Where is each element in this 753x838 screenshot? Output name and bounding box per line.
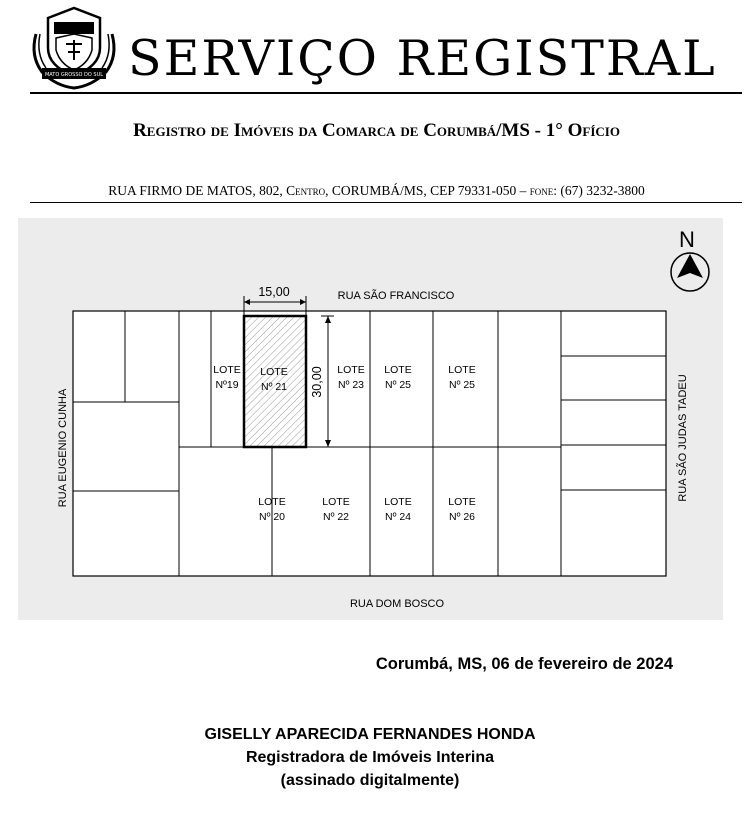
street-left-label: RUA EUGENIO CUNHA xyxy=(57,388,69,508)
svg-text:LOTE: LOTE xyxy=(260,366,288,378)
brand-title: SERVIÇO REGISTRAL xyxy=(128,30,717,87)
svg-text:Nº 24: Nº 24 xyxy=(384,511,412,523)
signer-name: GISELLY APARECIDA FERNANDES HONDA xyxy=(204,726,536,743)
svg-text:15,00: 15,00 xyxy=(258,285,290,299)
svg-text:LOTE: LOTE xyxy=(258,496,286,508)
svg-text:MATO GROSSO DO SUL: MATO GROSSO DO SUL xyxy=(44,72,104,78)
svg-text:LOTE: LOTE xyxy=(213,364,241,376)
svg-text:LOTE: LOTE xyxy=(448,364,476,376)
office-address: RUA FIRMO DE MATOS, 802, Centro, CORUMBÁ/MS, CEP 79331-050 – fone: (67) 3232-3800 xyxy=(108,183,645,198)
coat-of-arms-logo xyxy=(28,4,120,90)
street-top-label: RUA SÃO FRANCISCO xyxy=(337,290,455,302)
address-rule xyxy=(30,202,742,203)
signer-role: Registradora de Imóveis Interina xyxy=(245,749,495,766)
svg-text:LOTE: LOTE xyxy=(322,496,350,508)
office-subtitle: Registro de Imóveis da Comarca de Corumbá/MS - 1° Ofício xyxy=(133,120,620,141)
svg-text:LOTE: LOTE xyxy=(337,364,365,376)
svg-text:LOTE: LOTE xyxy=(384,496,412,508)
svg-text:Nº 22: Nº 22 xyxy=(322,511,350,523)
street-right-label: RUA SÃO JUDAS TADEU xyxy=(677,374,689,502)
svg-text:30,00: 30,00 xyxy=(310,366,324,398)
header-rule xyxy=(30,92,742,94)
svg-text:Nº 25: Nº 25 xyxy=(448,379,476,391)
svg-text:Nº 20: Nº 20 xyxy=(258,511,286,523)
lot-map xyxy=(18,218,723,620)
svg-text:LOTE: LOTE xyxy=(448,496,476,508)
svg-text:Nº 21: Nº 21 xyxy=(260,381,288,393)
street-bottom-label: RUA DOM BOSCO xyxy=(349,598,445,610)
issue-date: Corumbá, MS, 06 de fevereiro de 2024 xyxy=(375,655,673,673)
svg-text:Nº 25: Nº 25 xyxy=(384,379,412,391)
signature-note: (assinado digitalmente) xyxy=(280,772,460,789)
svg-text:Nº 26: Nº 26 xyxy=(448,511,476,523)
svg-text:N: N xyxy=(679,227,695,252)
svg-text:Nº 23: Nº 23 xyxy=(337,379,365,391)
svg-text:Nº19: Nº19 xyxy=(215,379,239,391)
svg-text:LOTE: LOTE xyxy=(384,364,412,376)
